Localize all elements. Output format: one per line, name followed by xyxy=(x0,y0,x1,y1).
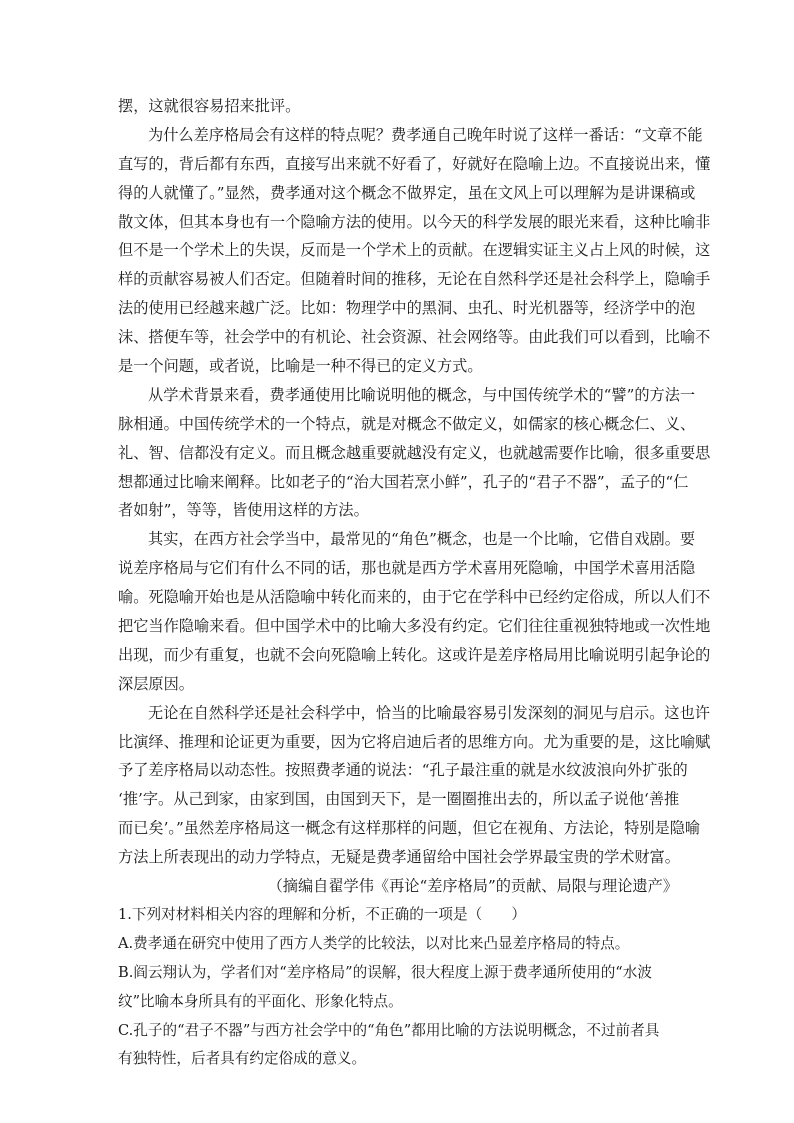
text-line: 法的使用已经越来越广泛。比如：物理学中的黑洞、虫孔、时光机器等，经济学中的泡 xyxy=(118,299,696,318)
paragraph-start-line: 无论在自然科学还是社会科学中，恰当的比喻最容易引发深刻的洞见与启示。这也许 xyxy=(148,703,710,722)
text-line: 沫、搭便车等，社会学中的有机论、社会资源、社会网络等。由此我们可以看到，比喻不 xyxy=(118,328,711,347)
text-line: 是一个问题，或者说，比喻是一种不得已的定义方式。 xyxy=(118,357,483,376)
text-line: 得的人就懂了。”显然，费孝通对这个概念不做界定，虽在文风上可以理解为是讲课稿或 xyxy=(118,183,696,202)
text-line: 脉相通。中国传统学术的一个特点，就是对概念不做定义，如儒家的核心概念仁、义、 xyxy=(118,414,696,433)
text-line: 直写的，背后都有东西，直接写出来就不好看了，好就好在隐喻上边。不直接说出来，懂 xyxy=(118,154,711,173)
text-line: 但不是一个学术上的失误，反而是一个学术上的贡献。在逻辑实证主义占上风的时候，这 xyxy=(118,241,711,260)
source-citation: （摘编自翟学伟《再论“差序格局”的贡献、局限与理论遗产》 xyxy=(267,877,678,896)
text-line: 而已矣’。”虽然差序格局这一概念有这样那样的问题，但它在视角、方法论，特别是隐喻 xyxy=(118,819,701,838)
text-line: 礼、智、信都没有定义。而且概念越重要就越没有定义，也就越需要作比喻，很多重要思 xyxy=(118,443,711,462)
text-line: 散文体，但其本身也有一个隐喻方法的使用。以今天的科学发展的眼光来看，这种比喻非 xyxy=(118,212,711,231)
document-page xyxy=(118,92,711,1074)
question-stem: 1.下列对材料相关内容的理解和分析，不正确的一项是（ ） xyxy=(118,905,526,923)
option-c-continued: 有独特性，后者具有约定俗成的意义。 xyxy=(118,1050,367,1068)
text-line: 予了差序格局以动态性。按照费孝通的说法：“孔子最注重的就是水纹波浪向外扩张的 xyxy=(118,761,688,780)
paragraph-start-line: 从学术背景来看，费孝通使用比喻说明他的概念，与中国传统学术的“譬”的方法一 xyxy=(148,385,696,404)
text-line: 者如射”，等等，皆使用这样的方法。 xyxy=(118,501,369,520)
paragraph-start-line: 其实，在西方社会学当中，最常见的“角色”概念，也是一个比喻，它借自戏剧。要 xyxy=(148,530,696,549)
text-line: ‘推’字。从己到家，由家到国，由国到天下，是一圈圈推出去的，所以孟子说他‘善推 xyxy=(118,790,680,809)
text-line: 比演绎、推理和论证更为重要，因为它将启迪后者的思维方向。尤为重要的是，这比喻赋 xyxy=(118,732,711,751)
option-b-continued: 纹”比喻本身所具有的平面化、形象化特点。 xyxy=(118,992,403,1010)
text-line: 摆，这就很容易招来批评。 xyxy=(118,97,301,115)
option-a: A.费孝通在研究中使用了西方人类学的比较法，以对比来凸显差序格局的特点。 xyxy=(118,934,630,952)
text-line: 把它当作隐喻来看。但中国学术中的比喻大多没有约定。它们往往重视独特地或一次性地 xyxy=(118,617,711,636)
option-c: C.孔子的“君子不器”与西方社会学中的“角色”都用比喻的方法说明概念，不过前者具 xyxy=(118,1021,660,1039)
text-line: 出现，而少有重复，也就不会向死隐喻上转化。这或许是差序格局用比喻说明引起争论的 xyxy=(118,645,711,664)
text-line: 喻。死隐喻开始也是从活隐喻中转化而来的，由于它在学科中已经约定俗成，所以人们不 xyxy=(118,588,711,607)
text-line: 深层原因。 xyxy=(118,674,194,693)
option-b: B.阎云翔认为，学者们对“差序格局”的误解，很大程度上源于费孝通所使用的“水波 xyxy=(118,963,652,981)
text-line: 样的贡献容易被人们否定。但随着时间的推移，无论在自然科学还是社会科学上，隐喻手 xyxy=(118,270,711,289)
text-line: 方法上所表现出的动力学特点，无疑是费孝通留给中国社会学界最宝贵的学术财富。 xyxy=(118,848,680,867)
text-line: 说差序格局与它们有什么不同的话，那也就是西方学术喜用死隐喻，中国学术喜用活隐 xyxy=(118,559,696,578)
text-line: 想都通过比喻来阐释。比如老子的“治大国若烹小鲜”，孔子的“君子不器”，孟子的“仁 xyxy=(118,472,689,491)
paragraph-start-line: 为什么差序格局会有这样的特点呢？费孝通自己晚年时说了这样一番话：“文章不能 xyxy=(148,125,703,144)
